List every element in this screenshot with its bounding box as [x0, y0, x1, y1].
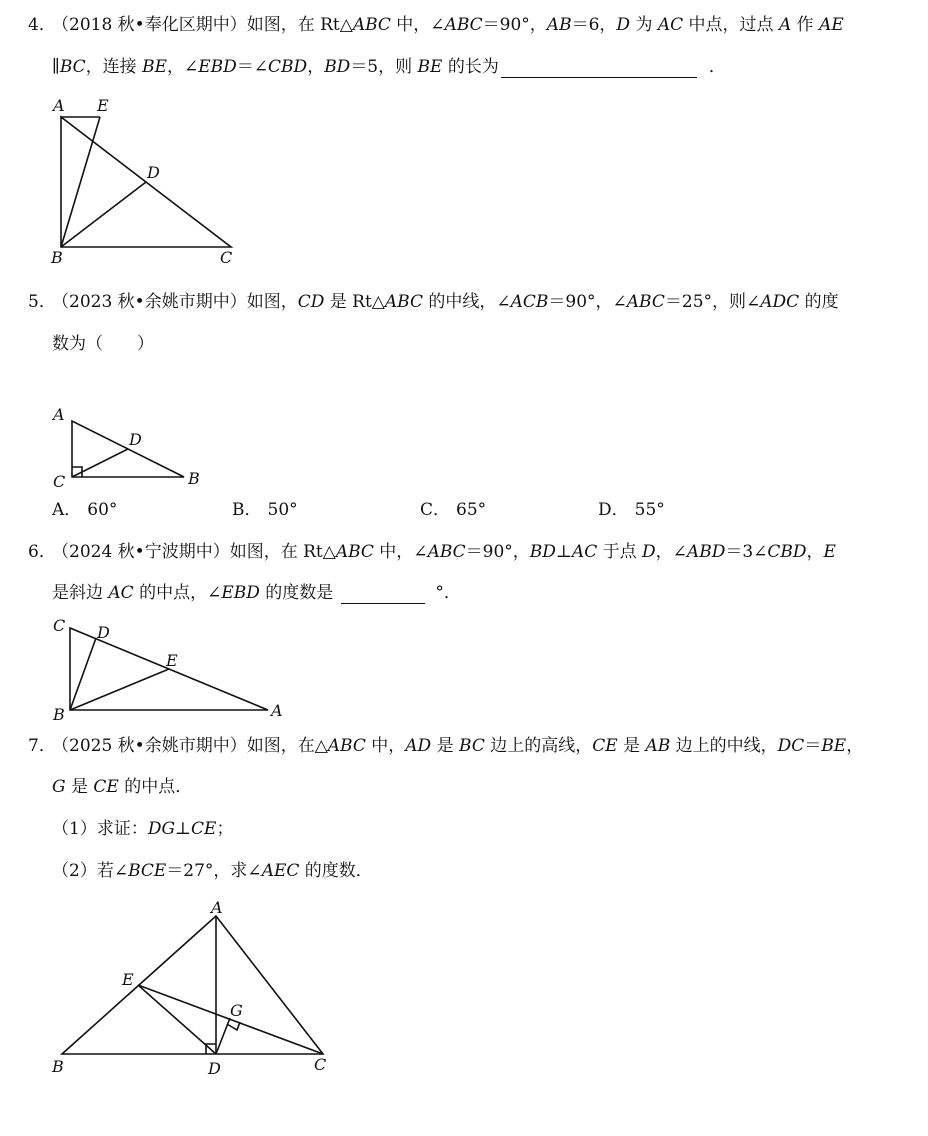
math-var: AC — [108, 583, 134, 603]
q4-number: 4． — [28, 15, 56, 35]
math-var: BE — [417, 57, 443, 77]
math-var: AD — [405, 736, 432, 756]
math-var: AC — [571, 542, 598, 562]
math-var: D — [616, 15, 631, 35]
math-var: ABC — [444, 15, 483, 35]
math-var: CBD — [268, 57, 308, 77]
math-var: A — [778, 15, 792, 35]
math-var: AE — [819, 15, 844, 35]
q5-option-c[interactable]: C． 65° — [420, 500, 487, 520]
q5-label-d: D — [129, 430, 142, 449]
q6-label-a: A — [271, 701, 283, 720]
math-var: ABC — [327, 736, 366, 756]
q5-text-1: （2023 秋•余姚市期中）如图，CD 是 Rt△ABC 的中线，∠ACB＝90°，∠ABC＝25°，则∠ADC 的度 — [52, 292, 839, 312]
math-var: CE — [592, 736, 618, 756]
q5-option-b[interactable]: B． 50° — [232, 500, 298, 520]
q6-label-d: D — [97, 623, 110, 642]
q7-segment-dg — [216, 1018, 230, 1054]
q4-label-b: B — [51, 248, 63, 267]
math-var: AB — [546, 15, 572, 35]
math-var: AC — [657, 15, 684, 35]
q6-text-1: （2024 秋•宁波期中）如图，在 Rt△ABC 中，∠ABC＝90°，BD⊥AC 于点 D，∠ABD＝3∠CBD，E — [52, 542, 836, 562]
q4-label-d: D — [147, 163, 160, 182]
q6-text-2: 是斜边 AC 的中点，∠EBD 的度数是 — [52, 583, 334, 603]
math-var: CE — [191, 819, 217, 839]
q4-text-2-end: ． — [708, 57, 726, 77]
math-var: AEC — [261, 861, 300, 881]
q6-label-e: E — [166, 651, 178, 670]
q5-label-c: C — [53, 472, 66, 491]
math-var: BE — [821, 736, 847, 756]
math-var: ABC — [626, 292, 665, 312]
math-var: BD — [324, 57, 351, 77]
math-var: D — [642, 542, 656, 562]
math-var: CD — [297, 292, 325, 312]
math-var: BC — [59, 57, 86, 77]
q4-label-c: C — [220, 248, 233, 267]
q7-text-1: （2025 秋•余姚市期中）如图，在△ABC 中，AD 是 BC 边上的高线，CE 是 AB 边上的中线，DC＝BE， — [52, 736, 864, 756]
math-var: DG — [147, 819, 176, 839]
q7-right-angle-mark-g — [227, 1022, 240, 1030]
q6-number: 6． — [28, 542, 56, 562]
math-var: BCE — [128, 861, 167, 881]
q4-text-2: ∥BC，连接 BE，∠EBD＝∠CBD，BD＝5，则 BE 的长为 — [52, 57, 499, 77]
math-var: EBD — [221, 583, 260, 603]
q7-number: 7． — [28, 736, 56, 756]
q5-text-2: 数为（ ） — [52, 334, 154, 354]
math-var: CBD — [767, 542, 807, 562]
math-var: ADC — [760, 292, 800, 312]
q7-label-a: A — [211, 898, 223, 917]
math-var: EBD — [198, 57, 237, 77]
q4-label-e: E — [97, 96, 109, 115]
q7-part-1-text: （1）求证：DG⊥CE； — [52, 819, 234, 839]
q7-segment-ed — [138, 985, 216, 1054]
math-var: CE — [93, 777, 119, 797]
math-var: ABC — [335, 542, 374, 562]
math-var: AB — [645, 736, 671, 756]
q7-label-g: G — [230, 1001, 243, 1020]
q7-label-d: D — [208, 1059, 221, 1078]
q7-label-b: B — [52, 1057, 64, 1076]
math-var: ACB — [510, 292, 549, 312]
math-var: BC — [459, 736, 485, 756]
math-var: ABC — [427, 542, 466, 562]
q7-part-2-text: （2）若∠BCE＝27°，求∠AEC 的度数． — [52, 861, 373, 881]
math-var: BD — [529, 542, 556, 562]
q5-label-a: A — [53, 405, 65, 424]
math-var: E — [823, 542, 836, 562]
q5-number: 5． — [28, 292, 56, 312]
math-var: ABC — [384, 292, 423, 312]
math-var: DC — [777, 736, 805, 756]
math-var: ABD — [686, 542, 726, 562]
q7-text-2: G 是 CE 的中点． — [52, 777, 193, 797]
q5-option-a[interactable]: A． 60° — [52, 500, 118, 520]
q4-text-1: （2018 秋•奉化区期中）如图，在 Rt△ABC 中，∠ABC＝90°，AB＝6，D 为 AC 中点，过点 A 作 AE — [52, 15, 844, 35]
q5-label-b: B — [188, 469, 200, 488]
q7-label-e: E — [122, 970, 134, 989]
math-var: ABC — [352, 15, 391, 35]
q5-option-d[interactable]: D． 55° — [598, 500, 665, 520]
math-var: BE — [142, 57, 167, 77]
q4-label-a: A — [53, 96, 65, 115]
q6-text-2-end: °． — [435, 583, 461, 603]
q6-label-b: B — [53, 705, 65, 724]
q6-label-c: C — [53, 616, 66, 635]
q7-label-c: C — [314, 1055, 327, 1074]
math-var: G — [52, 777, 66, 797]
